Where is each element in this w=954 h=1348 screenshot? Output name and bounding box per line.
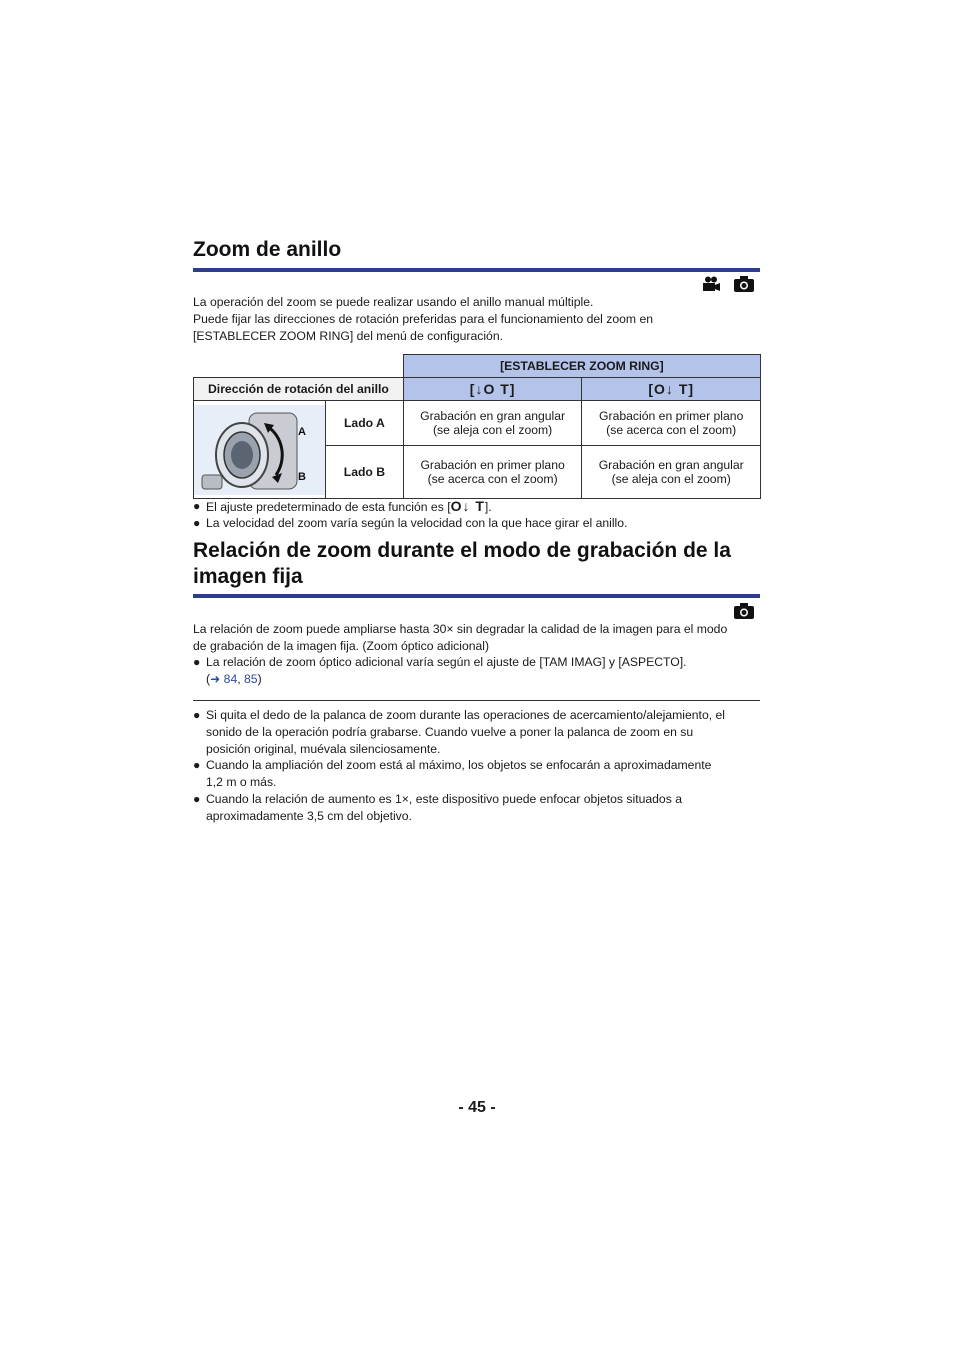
title-rule: [193, 594, 760, 598]
ratio-line-2: de grabación de la imagen fija. (Zoom óptico adicional): [193, 639, 490, 653]
note-zoom-speed: ● La velocidad del zoom varía según la velocidad con la que hace girar el anillo.: [193, 516, 628, 530]
intro-line-2: Puede fijar las direcciones de rotación preferidas para el funcionamiento del zoom en: [193, 312, 654, 326]
notes-divider: [193, 700, 760, 701]
note-max-zoom-focus: ● Cuando la ampliación del zoom está al máximo, los objetos se enfocarán a aproximadamente 1,2 m o más.: [193, 758, 712, 789]
lado-b-label: Lado B: [326, 446, 404, 499]
bullet-icon: ●: [193, 655, 201, 669]
bullet-icon: ●: [193, 708, 201, 722]
section-title-zoom-ratio: Relación de zoom durante el modo de grabación de la imagen fija: [193, 539, 731, 588]
note-1x-focus: ● Cuando la relación de aumento es 1×, este dispositivo puede enfocar objetos situados a aproximadamente 3,5 cm del objetivo.: [193, 792, 682, 823]
col1-symbol: [↓O T]: [403, 378, 582, 401]
bullet-icon: ●: [193, 792, 201, 806]
intro-line-1: La operación del zoom se puede realizar usando el anillo manual múltiple.: [193, 295, 594, 309]
title-rule: [193, 268, 760, 272]
cell-a-col2: Grabación en primer plano (se acerca con el zoom): [582, 401, 761, 446]
table-blank-corner: [194, 355, 404, 378]
cell-b-col1: Grabación en primer plano (se acerca con el zoom): [403, 446, 582, 499]
movie-camera-icon: [702, 276, 720, 291]
table-row-header: Dirección de rotación del anillo: [194, 378, 404, 401]
zoom-ring-table: [193, 354, 761, 499]
lado-a-label: Lado A: [326, 401, 404, 446]
bullet-icon: ●: [193, 758, 201, 772]
label-b: B: [298, 470, 306, 483]
bullet-icon: ●: [193, 516, 201, 530]
camera-icon: [734, 276, 754, 292]
cell-b-col2: Grabación en gran angular (se aleja con el zoom): [582, 446, 761, 499]
cell-a-col1: Grabación en gran angular (se aleja con el zoom): [403, 401, 582, 446]
note-zoom-lever-sound: ● Si quita el dedo de la palanca de zoom durante las operaciones de acercamiento/alejamiento, el sonido de la operación podría grabarse. Cuando vuelve a poner la palanca de zoom en su posición original, muévala silenciosamente.: [193, 708, 725, 756]
ratio-bullet: ● La relación de zoom óptico adicional varía según el ajuste de [TAM IMAG] y [ASPECTO].: [193, 655, 687, 669]
label-a: A: [298, 425, 306, 438]
page-link-85[interactable]: 85: [244, 672, 258, 686]
camera-ring-illustration: [194, 401, 326, 499]
page-reference: (➜ 84, 85): [206, 672, 262, 686]
page-link-84[interactable]: 84: [223, 672, 238, 686]
col2-symbol: [O↓ T]: [582, 378, 761, 401]
mode-icons: [702, 276, 754, 292]
camera-icon: [734, 603, 754, 619]
ratio-line-1: La relación de zoom puede ampliarse hasta 30× sin degradar la calidad de la imagen para el modo: [193, 622, 728, 636]
table-top-header: [ESTABLECER ZOOM RING]: [403, 355, 760, 378]
section-title-zoom-ring: Zoom de anillo: [193, 238, 342, 261]
page-number: - 45 -: [458, 1099, 496, 1116]
note-default-setting: ● El ajuste predeterminado de esta función es [O↓ T].: [193, 498, 492, 514]
camera-ring-image: [194, 405, 325, 495]
intro-line-3: [ESTABLECER ZOOM RING] del menú de configuración.: [193, 329, 503, 343]
bullet-icon: ●: [193, 499, 201, 513]
arrow-icon: ➜: [210, 672, 221, 686]
